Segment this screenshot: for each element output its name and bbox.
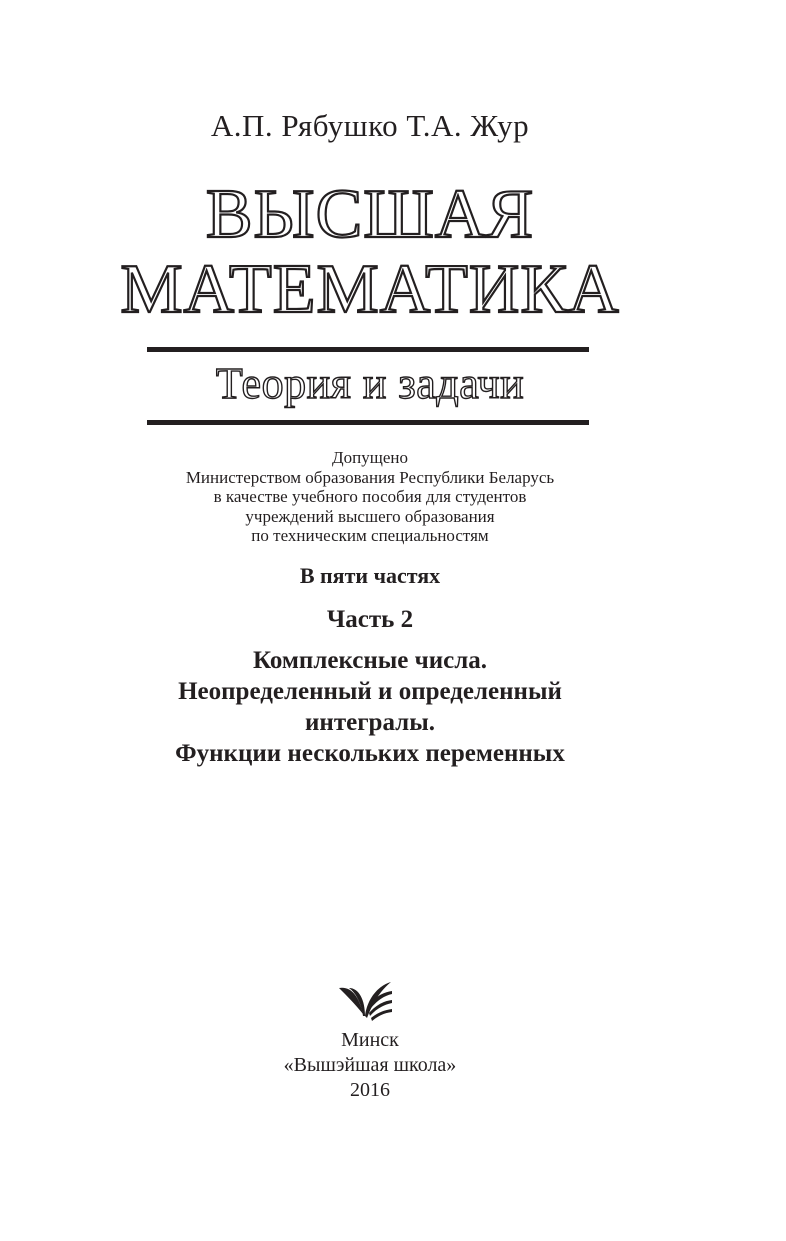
part-number: Часть 2 (326, 606, 414, 633)
subtitle-rule-top (147, 347, 589, 352)
topic-line: Неопределенный и определенный (178, 678, 562, 705)
book-title-line-1: ВЫСШАЯ (205, 176, 535, 253)
publisher-logo-icon (337, 978, 393, 1026)
topic-line: Функции нескольких переменных (175, 740, 565, 767)
parts-note: В пяти частях (299, 563, 441, 588)
approval-line: учреждений высшего образования (245, 506, 495, 526)
approval-line: Допущено (332, 448, 408, 467)
volume-topics (0, 645, 740, 769)
topic-line: Комплексные числа. (253, 647, 487, 674)
book-title-line-2: МАТЕМАТИКА (120, 251, 620, 328)
subtitle-rule-bottom (147, 420, 589, 425)
book-subtitle: Теория и задачи (215, 359, 525, 408)
approval-line: в качестве учебного пособия для студентов (213, 487, 527, 506)
topic-line: интегралы. (305, 709, 435, 736)
approval-line: по техническим специальностям (251, 526, 489, 545)
publisher-name: «Вышэйшая школа» (283, 1054, 457, 1076)
publisher-imprint (0, 1028, 740, 1103)
publisher-city: Минск (341, 1029, 399, 1051)
publication-year: 2016 (350, 1079, 390, 1101)
authors: А.П. Рябушко Т.А. Жур (210, 108, 530, 143)
approval-notice (0, 448, 740, 546)
approval-line: Министерством образования Республики Беларусь (185, 467, 555, 487)
